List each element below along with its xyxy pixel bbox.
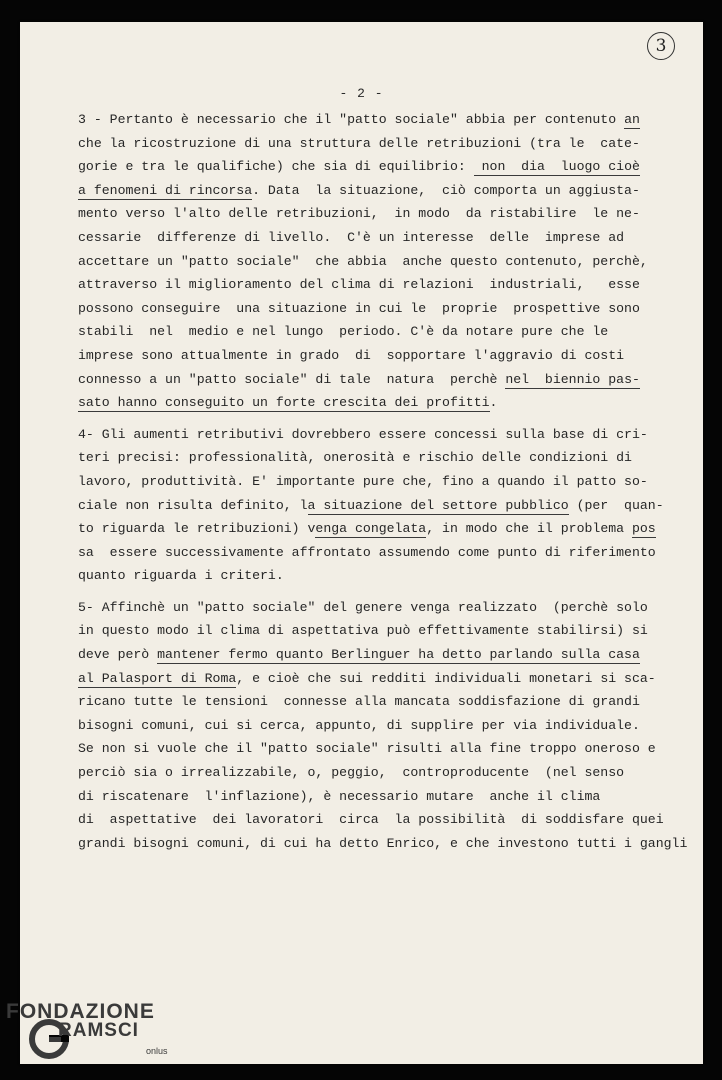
text-line [78,470,690,494]
text-segment: cessarie differenze di livello. C'è un interesse delle imprese ad [78,229,625,245]
text-segment: stabili nel medio e nel lungo periodo. C'è da notare pure che le [78,324,609,340]
text-line [78,785,690,809]
text-line [78,250,690,274]
text-segment: ciale non risulta definito, l [78,497,308,513]
text-segment: perciò sia o irrealizzabile, o, peggio, controproducente (nel senso [78,765,625,781]
document-page [20,22,703,1064]
text-line [78,714,690,738]
underlined-text: non dia luogo cioè [473,159,640,175]
paragraph [78,423,690,588]
watermark-logo [0,998,200,1080]
handwritten-page-number: 3 [647,32,675,60]
text-segment: di aspettative dei lavoratori circa la possibilità di soddisfare quei [78,812,664,828]
text-segment: in questo modo il clima di aspettativa può effettivamente stabilirsi) si [78,623,648,639]
text-segment: accettare un "patto sociale" che abbia anche questo contenuto, perchè, [78,253,648,269]
text-segment: teri precisi: professionalità, onerosità e rischio delle condizioni di [78,450,632,466]
text-segment: quanto riguarda i criteri. [78,568,284,584]
text-segment: bisogni comuni, cui si cerca, appunto, di supplire per via individuale. [78,717,640,733]
text-segment: possono conseguire una situazione in cui le proprie prospettive sono [78,300,640,316]
underlined-text: an [624,112,640,127]
underlined-text: mantener fermo quanto Berlinguer ha detto parlando sulla casa [157,647,640,663]
text-line [78,391,690,415]
underlined-text: sato hanno conseguito un forte crescita dei profitti [78,395,490,411]
text-segment: 3 - Pertanto è necessario che il "patto sociale" abbia per contenuto [78,112,625,127]
document-body [78,108,690,863]
text-segment: gorie e tra le qualifiche) che sia di equilibrio: [78,159,474,175]
text-segment: 5- Affinchè un "patto sociale" del genere venga realizzato (perchè solo [78,599,648,615]
text-segment: grandi bisogni comuni, di cui ha detto Enrico, e che investono tutti i gangli [78,835,688,851]
text-line [78,564,690,588]
text-line [78,423,690,447]
text-line [78,808,690,832]
underlined-text: a fenomeni di rincorsa [78,182,253,198]
text-segment: ricano tutte le tensioni connesse alla mancata soddisfazione di grandi [78,694,640,710]
text-line [78,179,690,203]
text-line [78,226,690,250]
text-segment: lavoro, produttività. E' importante pure che, fino a quando il patto so- [78,473,648,489]
text-segment: che la ricostruzione di una struttura delle retribuzioni (tra le cate- [78,135,640,151]
text-line [78,643,690,667]
text-line [78,690,690,714]
watermark-line2: RAMSCI [58,1020,139,1041]
page-number: - 2 - [339,86,384,101]
watermark-line1: FONDAZIONE [6,1000,155,1023]
text-segment: imprese sono attualmente in grado di sopportare l'aggravio di costi [78,347,625,363]
text-line [78,596,690,620]
text-segment: , e cioè che sui redditi individuali monetari si sca- [236,670,656,686]
watermark-small: onlus [146,1046,168,1056]
underlined-text: enga congelata [315,521,427,537]
text-segment: 4- Gli aumenti retributivi dovrebbero essere concessi sulla base di cri- [78,426,648,442]
underlined-text: pos [631,521,656,537]
text-line [78,297,690,321]
text-line [78,202,690,226]
text-line [78,344,690,368]
underlined-text: nel biennio pas- [505,371,640,387]
text-line [78,737,690,761]
text-line [78,619,690,643]
text-line [78,155,690,179]
text-line [78,494,690,518]
text-segment: . Data la situazione, ciò comporta un aggiusta- [252,182,640,198]
text-segment: . [489,395,498,411]
text-line [78,667,690,691]
text-segment: sa essere successivamente affrontato assumendo come punto di riferimento [78,544,656,560]
text-segment: di riscatenare l'inflazione), è necessario mutare anche il clima [78,788,601,804]
text-line [78,832,690,856]
text-line [78,108,690,132]
text-line [78,446,690,470]
text-segment: (per quan- [568,497,664,513]
text-segment: to riguarda le retribuzioni) v [78,521,316,537]
text-segment: connesso a un "patto sociale" di tale natura perchè [78,371,506,387]
underlined-text: al Palasport di Roma [78,670,237,686]
text-line [78,517,690,541]
paragraph [78,108,690,415]
text-segment: mento verso l'alto delle retribuzioni, in modo da ristabilire le ne- [78,206,640,222]
text-line [78,320,690,344]
text-segment: attraverso il miglioramento del clima di relazioni industriali, esse [78,277,640,293]
text-segment: , in modo che il problema [426,521,632,537]
text-segment: Se non si vuole che il "patto sociale" risulti alla fine troppo oneroso e [78,741,656,757]
paragraph [78,596,690,856]
text-line [78,541,690,565]
text-line [78,761,690,785]
text-line [78,132,690,156]
text-line [78,273,690,297]
underlined-text: a situazione del settore pubblico [307,497,569,513]
text-segment: deve però [78,647,158,663]
text-line [78,368,690,392]
